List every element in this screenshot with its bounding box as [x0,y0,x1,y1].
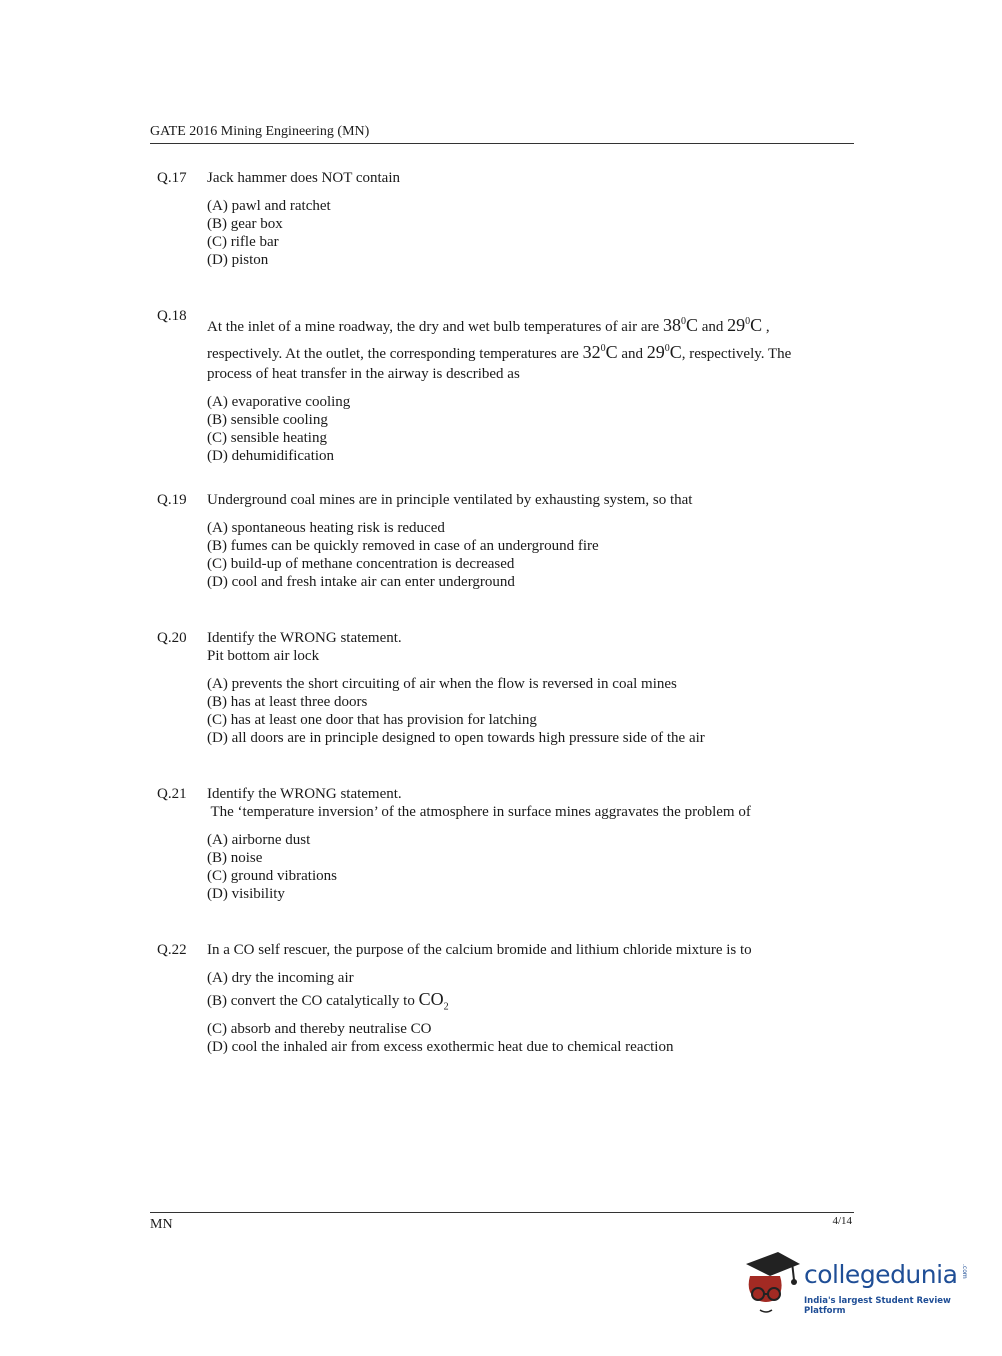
option-d: (D) piston [207,252,269,268]
option-a: (A) airborne dust [207,832,311,848]
option-b: (B) noise [207,850,263,866]
brand-tagline: India's largest Student Review Platform [804,1296,951,1316]
question-number: Q.19 [157,492,187,508]
question-stem: In a CO self rescuer, the purpose of the calcium bromide and lithium chloride mixture is to [207,942,752,958]
co2-formula: $CO_2$ [418,989,449,1013]
option-d: (D) all doors are in principle designed to open towards high pressure side of the air [207,730,705,746]
brand-suffix: .com [961,1264,968,1279]
question-number: Q.22 [157,942,187,958]
option-d: (D) cool and fresh intake air can enter underground [207,574,515,590]
option-b: (B) convert the CO catalytically to $CO_2$ [207,989,449,1013]
question-21 [150,785,854,903]
option-b: (B) sensible cooling [207,412,328,428]
question-stem-line-2: respectively. At the outlet, the corresponding temperatures are $32^0C$ and $29^0C$, respectively. The [207,342,792,362]
option-a: (A) pawl and ratchet [207,198,331,214]
exam-title: GATE 2016 Mining Engineering (MN) [150,124,370,139]
option-a: (A) spontaneous heating risk is reduced [207,520,445,536]
page-footer [150,1212,854,1232]
option-c: (C) rifle bar [207,234,279,250]
question-stem-line-1: At the inlet of a mine roadway, the dry and wet bulb temperatures of air are $38^0C$ and $29^0C$ , [207,315,770,335]
option-d: (D) cool the inhaled air from excess exothermic heat due to chemical reaction [207,1038,674,1055]
paper-code: MN [150,1217,173,1232]
question-stem: Jack hammer does NOT contain [207,170,401,186]
question-20 [150,629,854,747]
question-stem: Underground coal mines are in principle ventilated by exhausting system, so that [207,492,693,508]
option-a: (A) prevents the short circuiting of air when the flow is reversed in coal mines [207,676,677,692]
mascot-icon [742,1246,804,1318]
option-c: (C) build-up of methane concentration is decreased [207,556,515,572]
question-number: Q.20 [157,630,187,646]
option-c: (C) absorb and thereby neutralise CO [207,1020,432,1037]
question-17 [150,169,854,269]
question-19 [150,491,854,591]
option-d: (D) visibility [207,886,285,902]
question-22 [150,941,854,1056]
question-18 [150,307,854,465]
option-b: (B) fumes can be quickly removed in case of an underground fire [207,538,599,554]
question-stem-line-3: process of heat transfer in the airway is described as [207,366,520,382]
question-stem-2: Pit bottom air lock [207,648,320,664]
option-b: (B) has at least three doors [207,694,368,710]
question-number: Q.18 [157,308,187,324]
option-a: (A) dry the incoming air [207,970,354,986]
question-number: Q.17 [157,170,187,186]
option-a: (A) evaporative cooling [207,394,351,410]
question-stem-2: The ‘temperature inversion’ of the atmosphere in surface mines aggravates the problem of [207,804,751,820]
question-stem: Identify the WRONG statement. [207,630,402,646]
option-c: (C) has at least one door that has provision for latching [207,712,537,728]
page-number: 4/14 [832,1215,852,1227]
option-c: (C) ground vibrations [207,868,337,884]
option-c: (C) sensible heating [207,430,327,446]
collegedunia-logo [742,1246,970,1318]
option-b: (B) gear box [207,216,283,232]
question-number: Q.21 [157,786,187,802]
brand-name: collegedunia [804,1260,958,1289]
option-d: (D) dehumidification [207,448,335,464]
page-header [150,124,854,144]
question-stem: Identify the WRONG statement. [207,786,402,802]
